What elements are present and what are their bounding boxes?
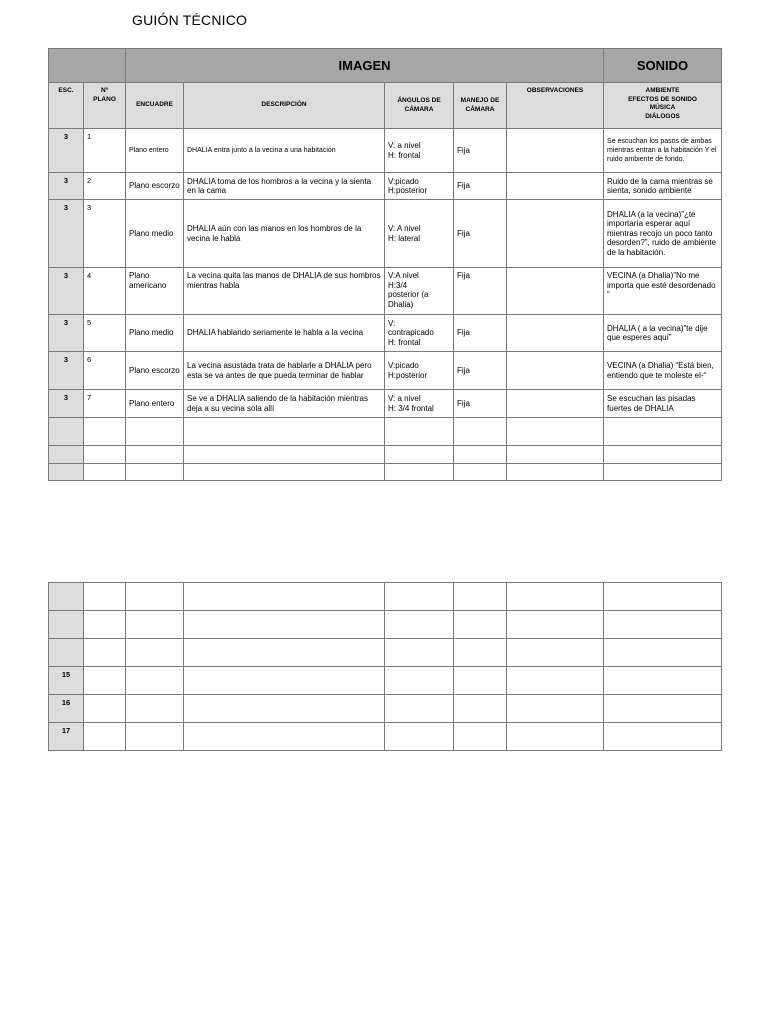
angulos-cell	[385, 611, 454, 639]
esc-cell	[49, 464, 84, 481]
continuation-table	[48, 582, 722, 751]
angulos-cell	[385, 464, 454, 481]
table-row	[49, 268, 722, 315]
sonido-cell	[604, 667, 722, 695]
angulos-cell	[385, 583, 454, 611]
plano-number-cell: 2	[84, 173, 126, 200]
plano-number-cell: 4	[84, 268, 126, 315]
plano-number-cell: 1	[84, 129, 126, 173]
manejo-cell	[454, 583, 507, 611]
observaciones-cell	[507, 695, 604, 723]
esc-cell: 3	[49, 200, 84, 268]
plano-number-cell: 6	[84, 352, 126, 390]
esc-cell	[49, 639, 84, 667]
table-row	[49, 129, 722, 173]
plano-number-cell	[84, 695, 126, 723]
encuadre-cell	[126, 418, 184, 446]
angulos-cell: V: A nivel H: lateral	[385, 200, 454, 268]
angulos-cell: V:A nivel H:3/4 posterior (a Dhalia)	[385, 268, 454, 315]
encuadre-cell	[126, 446, 184, 464]
descripcion-cell	[184, 446, 385, 464]
esc-cell: 3	[49, 352, 84, 390]
plano-number-cell	[84, 446, 126, 464]
sonido-cell: DHALIA ( a la vecina)”te dije que esperes aquí”	[604, 315, 722, 352]
manejo-cell: Fija	[454, 200, 507, 268]
encuadre-cell	[126, 464, 184, 481]
descripcion-cell: DHALIA entra junto a la vecina a una habitación	[184, 129, 385, 173]
empty-row	[49, 446, 722, 464]
esc-cell: 3	[49, 315, 84, 352]
sonido-cell: Se escuchan los pasos de ambas mientras entran a la habitación Y el ruido ambiente de fondo.	[604, 129, 722, 173]
descripcion-cell	[184, 639, 385, 667]
angulos-cell	[385, 446, 454, 464]
sonido-cell	[604, 464, 722, 481]
observaciones-cell	[507, 129, 604, 173]
plano-number-cell	[84, 611, 126, 639]
encuadre-cell: Plano medio	[126, 315, 184, 352]
descripcion-cell: La vecina quita las manos de DHALIA de sus hombros mientras habla	[184, 268, 385, 315]
table-row	[49, 390, 722, 418]
observaciones-cell	[507, 611, 604, 639]
col-header-descripcion: DESCRIPCIÓN	[184, 83, 385, 129]
manejo-cell	[454, 695, 507, 723]
manejo-cell: Fija	[454, 315, 507, 352]
observaciones-cell	[507, 464, 604, 481]
col-header-esc: ESC.	[49, 83, 84, 129]
descripcion-cell	[184, 611, 385, 639]
angulos-cell: V:picado H:posterior	[385, 352, 454, 390]
encuadre-cell	[126, 667, 184, 695]
plano-number-cell	[84, 639, 126, 667]
empty-row	[49, 418, 722, 446]
angulos-cell	[385, 639, 454, 667]
esc-cell: 3	[49, 268, 84, 315]
observaciones-cell	[507, 200, 604, 268]
plano-number-cell: 5	[84, 315, 126, 352]
sonido-cell	[604, 639, 722, 667]
angulos-cell	[385, 723, 454, 751]
angulos-cell: V:picado H:posterior	[385, 173, 454, 200]
encuadre-cell: Plano medio	[126, 200, 184, 268]
observaciones-cell	[507, 639, 604, 667]
empty-row	[49, 464, 722, 481]
esc-cell	[49, 611, 84, 639]
encuadre-cell: Plano americano	[126, 268, 184, 315]
esc-cell	[49, 446, 84, 464]
esc-cell: 17	[49, 723, 84, 751]
esc-cell: 3	[49, 173, 84, 200]
esc-cell: 16	[49, 695, 84, 723]
manejo-cell	[454, 611, 507, 639]
esc-cell: 15	[49, 667, 84, 695]
descripcion-cell: Se ve a DHALIA saliendo de la habitación mientras deja a su vecina sola allí	[184, 390, 385, 418]
encuadre-cell	[126, 583, 184, 611]
manejo-cell: Fija	[454, 173, 507, 200]
technical-script-table	[48, 48, 722, 481]
sonido-cell	[604, 583, 722, 611]
encuadre-cell	[126, 695, 184, 723]
header-blank-cell	[49, 49, 126, 83]
plano-number-cell	[84, 464, 126, 481]
manejo-cell: Fija	[454, 268, 507, 315]
column-header-row	[49, 83, 722, 129]
descripcion-cell: DHALIA toma de los hombros a la vecina y la sienta en la cama	[184, 173, 385, 200]
sonido-cell	[604, 695, 722, 723]
sonido-cell	[604, 446, 722, 464]
plano-number-cell: 3	[84, 200, 126, 268]
document-title: GUIÓN TÉCNICO	[132, 12, 248, 28]
encuadre-cell: Plano escorzo	[126, 352, 184, 390]
descripcion-cell	[184, 418, 385, 446]
sonido-cell: DHALIA (a la vecina)”¿te importaría esperar aquí mientras recojo un poco tanto desorden?”, ruido de ambiente de la habitación.	[604, 200, 722, 268]
table-row	[49, 611, 722, 639]
observaciones-cell	[507, 667, 604, 695]
plano-number-cell	[84, 418, 126, 446]
manejo-cell	[454, 418, 507, 446]
encuadre-cell: Plano entero	[126, 390, 184, 418]
section-header-row	[49, 49, 722, 83]
col-header-observaciones: OBSERVACIONES	[507, 83, 604, 129]
observaciones-cell	[507, 315, 604, 352]
col-header-plano: Nº PLANO	[84, 83, 126, 129]
angulos-cell	[385, 418, 454, 446]
angulos-cell	[385, 695, 454, 723]
table-row	[49, 352, 722, 390]
sonido-cell: VECINA (a Dhalia) “Está bien, entiendo que te moleste el-“	[604, 352, 722, 390]
plano-number-cell	[84, 583, 126, 611]
sonido-cell: Se escuchan las pisadas fuertes de DHALIA	[604, 390, 722, 418]
observaciones-cell	[507, 352, 604, 390]
imagen-header: IMAGEN	[126, 49, 604, 83]
sonido-cell: Ruido de la cama mientras se sienta, sonido ambiente	[604, 173, 722, 200]
observaciones-cell	[507, 268, 604, 315]
manejo-cell	[454, 639, 507, 667]
descripcion-cell	[184, 723, 385, 751]
observaciones-cell	[507, 173, 604, 200]
esc-cell: 3	[49, 129, 84, 173]
manejo-cell: Fija	[454, 129, 507, 173]
manejo-cell: Fija	[454, 352, 507, 390]
table-row	[49, 315, 722, 352]
descripcion-cell: DHALIA hablando seriamente le habla a la vecina	[184, 315, 385, 352]
descripcion-cell: La vecina asustada trata de hablarle a DHALIA pero esta se va antes de que pueda terminar de hablar	[184, 352, 385, 390]
table-row	[49, 639, 722, 667]
angulos-cell: V: a nivel H: 3/4 frontal	[385, 390, 454, 418]
encuadre-cell	[126, 611, 184, 639]
table-row	[49, 200, 722, 268]
observaciones-cell	[507, 390, 604, 418]
descripcion-cell	[184, 695, 385, 723]
encuadre-cell: Plano entero	[126, 129, 184, 173]
manejo-cell	[454, 723, 507, 751]
observaciones-cell	[507, 446, 604, 464]
table-row	[49, 695, 722, 723]
descripcion-cell	[184, 667, 385, 695]
manejo-cell	[454, 464, 507, 481]
table-row	[49, 583, 722, 611]
col-header-encuadre: ENCUADRE	[126, 83, 184, 129]
sonido-header: SONIDO	[604, 49, 722, 83]
esc-cell	[49, 418, 84, 446]
sonido-cell	[604, 723, 722, 751]
sonido-cell: VECINA (a Dhalia)”No me importa que esté desordenado “	[604, 268, 722, 315]
esc-cell	[49, 583, 84, 611]
col-header-manejo: MANEJO DE CÁMARA	[454, 83, 507, 129]
observaciones-cell	[507, 723, 604, 751]
angulos-cell	[385, 667, 454, 695]
manejo-cell	[454, 446, 507, 464]
table-row	[49, 173, 722, 200]
encuadre-cell	[126, 723, 184, 751]
plano-number-cell	[84, 723, 126, 751]
esc-cell: 3	[49, 390, 84, 418]
table-row	[49, 667, 722, 695]
sonido-cell	[604, 611, 722, 639]
col-header-sonido: AMBIENTE EFECTOS DE SONIDO MÚSICA DIÁLOGOS	[604, 83, 722, 129]
sonido-cell	[604, 418, 722, 446]
plano-number-cell	[84, 667, 126, 695]
col-header-angulos: ÁNGULOS DE CÁMARA	[385, 83, 454, 129]
angulos-cell: V: a nivel H: frontal	[385, 129, 454, 173]
descripcion-cell: DHALIA aún con las manos en los hombros de la vecina le habla	[184, 200, 385, 268]
plano-number-cell: 7	[84, 390, 126, 418]
angulos-cell: V: contrapicado H: frontal	[385, 315, 454, 352]
descripcion-cell	[184, 464, 385, 481]
manejo-cell: Fija	[454, 390, 507, 418]
observaciones-cell	[507, 583, 604, 611]
descripcion-cell	[184, 583, 385, 611]
observaciones-cell	[507, 418, 604, 446]
table-row	[49, 723, 722, 751]
encuadre-cell: Plano escorzo	[126, 173, 184, 200]
encuadre-cell	[126, 639, 184, 667]
manejo-cell	[454, 667, 507, 695]
